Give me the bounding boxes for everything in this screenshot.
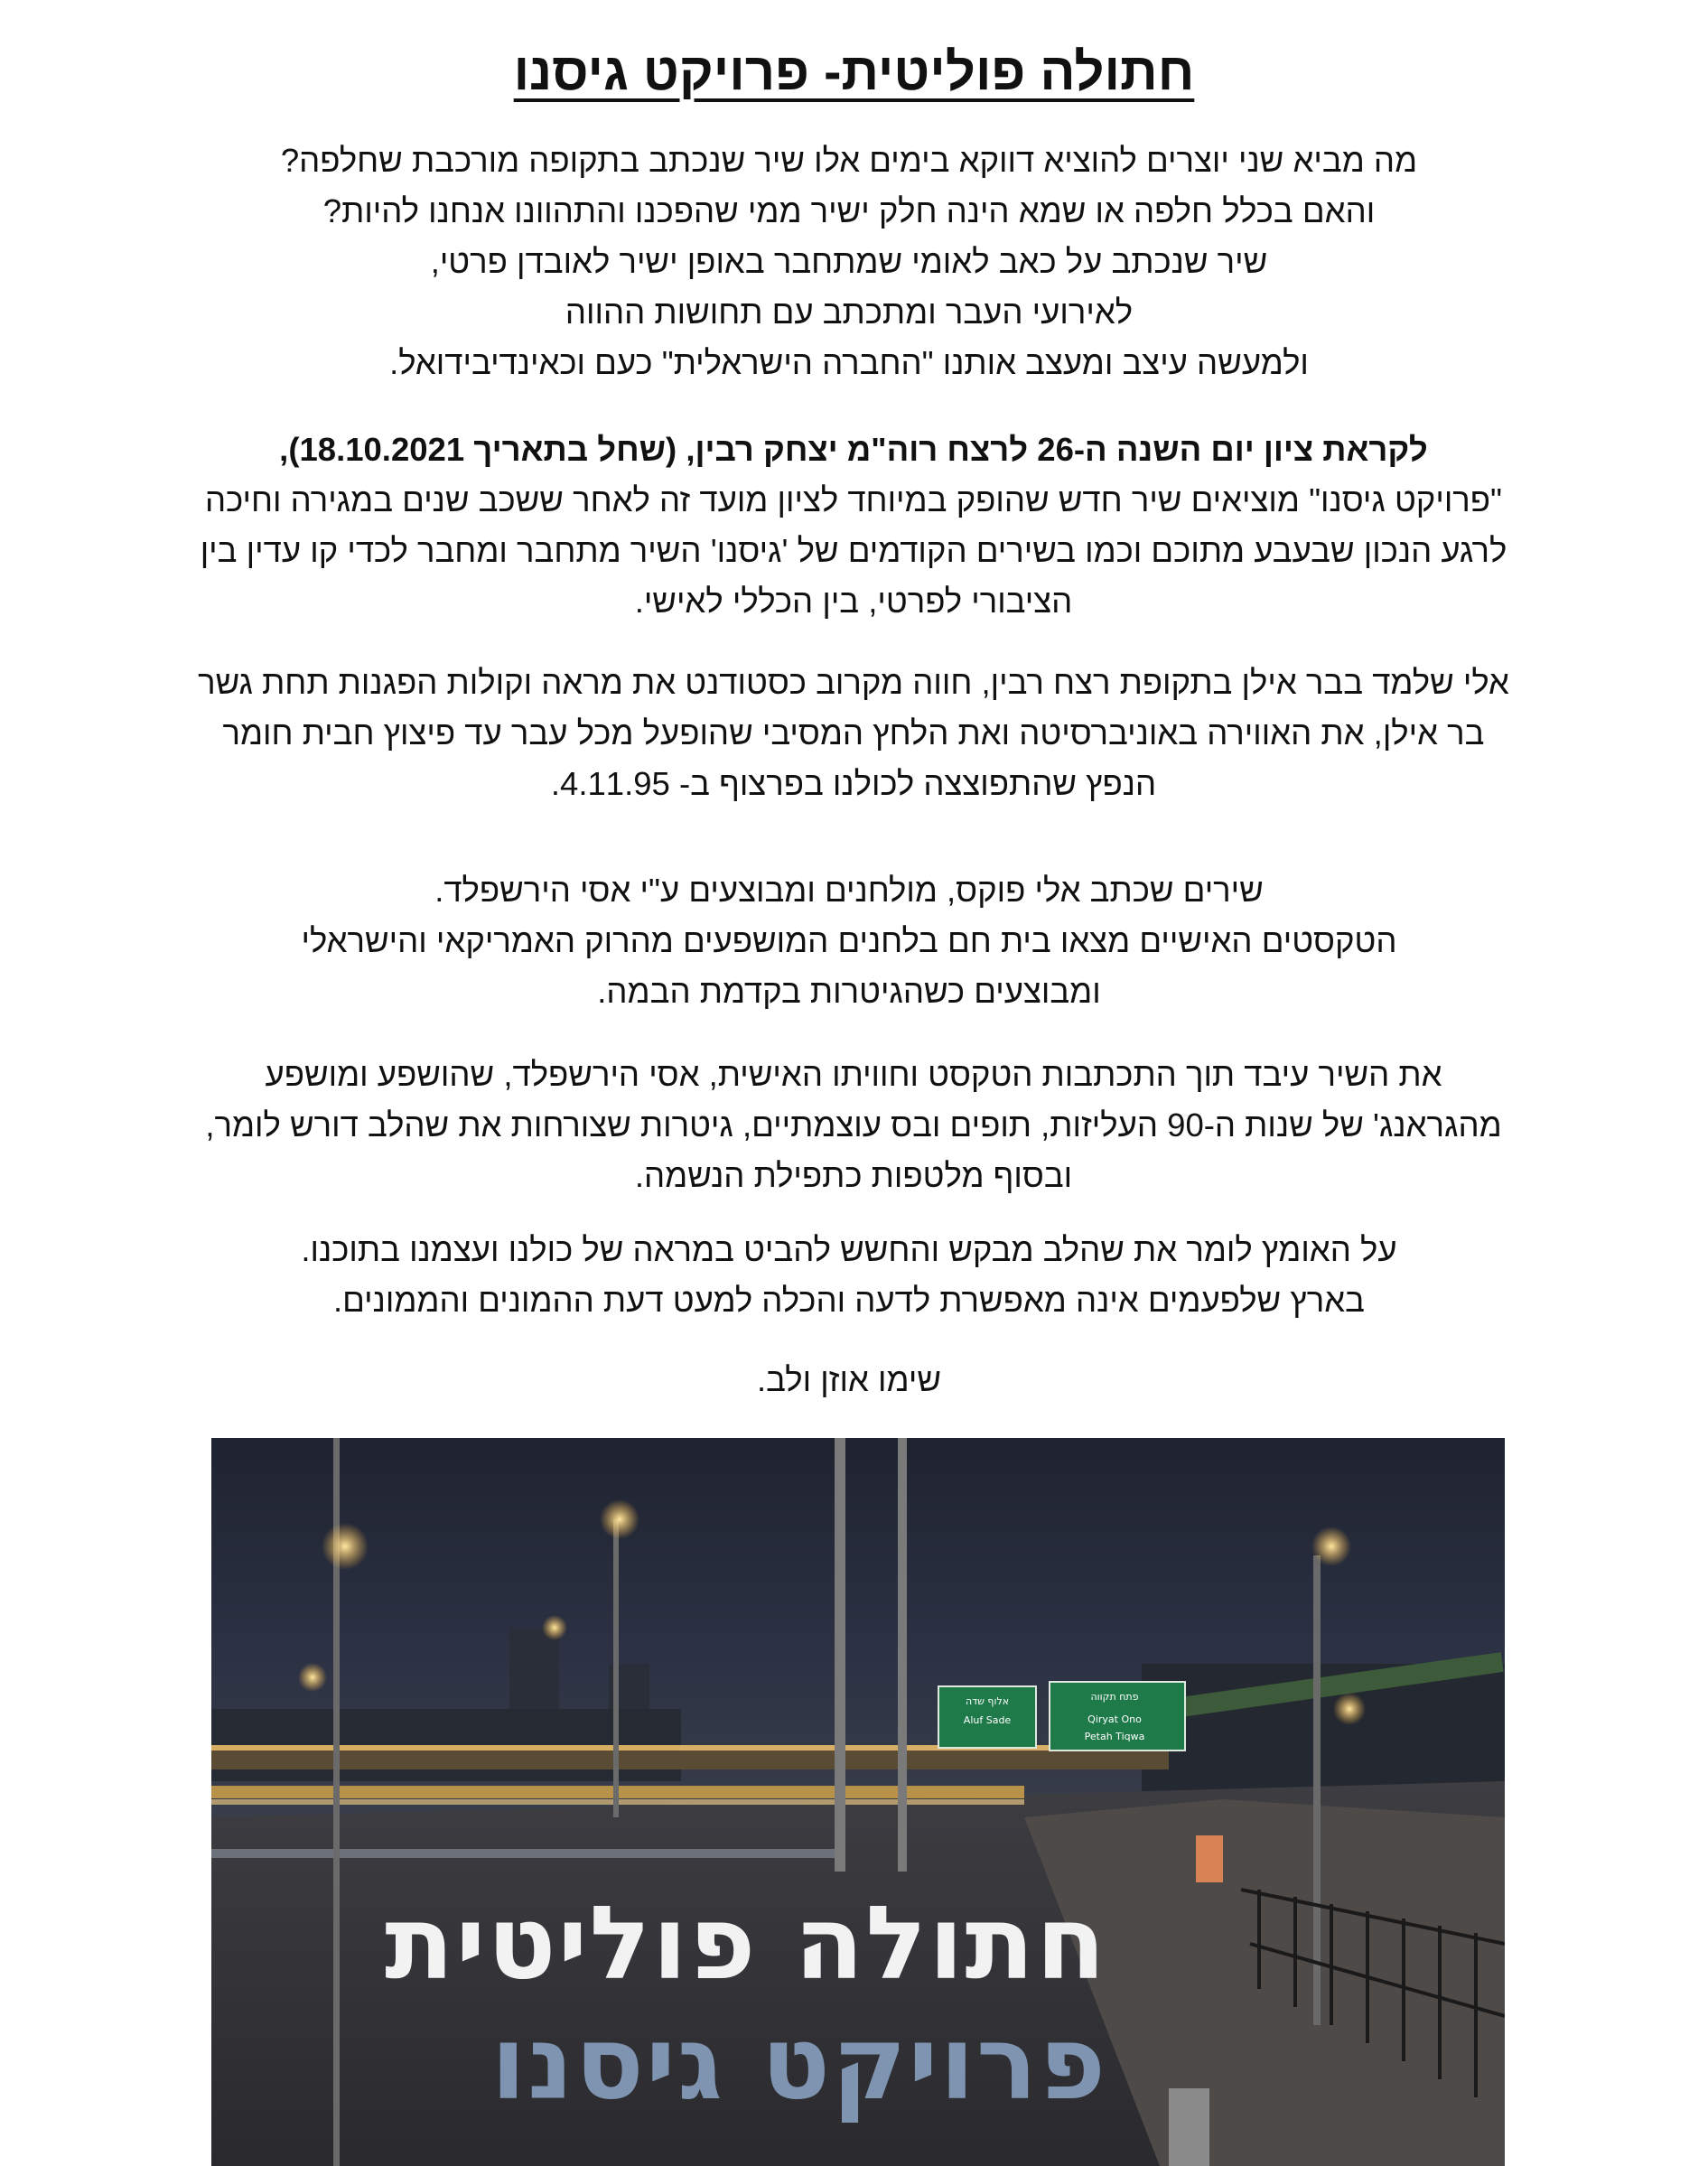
- text-line: הציבורי לפרטי, בין הכללי לאישי.: [634, 583, 1073, 620]
- text-line: על האומץ לומר את שהלב מבקש והחשש להביט במראה של כולנו ועצמנו בתוכנו.: [301, 1231, 1397, 1268]
- sign-right-line1: פתח תקווה: [1090, 1691, 1139, 1703]
- street-pole: [1313, 1555, 1321, 2025]
- street-lamp-glow: [600, 1499, 639, 1539]
- text-line: והאם בכלל חלפה או שמא הינה חלק ישיר ממי שהפכנו והתהוונו אנחנו להיות?: [322, 192, 1376, 229]
- paragraph-courage: [154, 1225, 1545, 1326]
- overpass-bridge: [211, 1750, 1169, 1769]
- paragraph-arrangement: [45, 1050, 1662, 1201]
- street-lamp-glow: [542, 1615, 567, 1640]
- text-line: ומבוצעים כשהגיטרות בקדמת הבמה.: [597, 973, 1101, 1010]
- paragraph-songs: [154, 865, 1545, 1017]
- paragraph-closing: [154, 1355, 1545, 1405]
- paragraph-bar-ilan: [45, 658, 1662, 809]
- street-lamp-glow: [298, 1663, 327, 1692]
- text-line: לרגע הנכון שבעבע מתוכם וכמו בשירים הקודמים של 'גיסנו' השיר מתחבר ומחבר לכדי קו עדין בין: [200, 532, 1507, 569]
- bold-line: לקראת ציון יום השנה ה-26 לרצח רוה"מ יצחק רבין, (שחל בתאריך 18.10.2021),: [279, 431, 1428, 468]
- paragraph-intro: [154, 135, 1545, 388]
- text-line: שימו אוזן ולב.: [757, 1361, 941, 1398]
- cover-title-sub: פרויקט גיסנו: [490, 2005, 1107, 2123]
- text-line: שיר שנכתב על כאב לאומי שמתחבר באופן ישיר לאובדן פרטי,: [430, 243, 1268, 280]
- text-line: לאירועי העבר ומתכתב עם תחושות ההווה: [565, 294, 1134, 331]
- sign-right-line3: Petah Tiqwa: [1084, 1731, 1145, 1742]
- text-line: "פרויקט גיסנו" מוציאים שיר חדש שהופק במיוחד לציון מועד זה לאחר ששכב שנים במגירה וחיכה: [204, 481, 1503, 518]
- light-trail: [211, 1849, 844, 1858]
- cover-title-main: חתולה פוליטית: [385, 1885, 1107, 2003]
- sign-right-line2: Qiryat Ono: [1087, 1713, 1142, 1725]
- street-pole: [835, 1438, 845, 1872]
- text-line: מה מביא שני יוצרים להוציא דווקא בימים אלו שיר שנכתב בתקופה מורכבת שחלפה?: [280, 142, 1418, 179]
- page-title: חתולה פוליטית- פרויקט גיסנו: [513, 42, 1195, 101]
- album-cover-image: [211, 1438, 1505, 2166]
- text-line: בארץ שלפעמים אינה מאפשרת לדעה והכלה למעט דעת ההמונים והממונים.: [333, 1282, 1365, 1319]
- text-line: את השיר עיבד תוך התכתבות הטקסט וחוויתו האישית, אסי הירשפלד, שהושפע ומושפע: [265, 1056, 1442, 1093]
- street-lamp-glow: [322, 1523, 369, 1570]
- street-lamp-glow: [1333, 1693, 1366, 1725]
- text-line: ולמעשה עיצב ומעצב אותנו "החברה הישראלית" כעם וכאינדיבידואל.: [389, 344, 1309, 381]
- text-line: הנפץ שהתפוצצה לכולנו בפרצוף ב- 4.11.95.: [550, 765, 1157, 802]
- sign-left-line1: אלוף שדה: [965, 1695, 1010, 1707]
- text-line: הטקסטים האישיים מצאו בית חם בלחנים המושפעים מהרוק האמריקאי והישראלי: [301, 922, 1397, 959]
- text-line: בר אילן, את האווירה באוניברסיטה ואת הלחץ המסיבי שהופעל מכל עבר עד פיצוץ חבית חומר: [222, 714, 1485, 752]
- text-line: ובסוף מלטפות כתפילת הנשמה.: [634, 1157, 1073, 1194]
- trash-bin: [1196, 1835, 1223, 1882]
- street-pole: [613, 1519, 619, 1817]
- text-line: אלי שלמד בבר אילן בתקופת רצח רבין, חווה מקרוב כסטודנט את מראה וקולות הפגנות תחת גשר: [198, 664, 1509, 701]
- street-lamp-glow: [1311, 1526, 1351, 1566]
- sign-left-line2: Aluf Sade: [963, 1714, 1012, 1726]
- bollard: [1169, 2088, 1209, 2166]
- paragraph-anniversary: [45, 425, 1662, 627]
- text-line: מהגראנג' של שנות ה-90 העליזות, תופים ובס עוצמתיים, גיטרות שצורחות את שהלב דורש לומר,: [205, 1106, 1502, 1144]
- text-line: שירים שכתב אלי פוקס, מולחנים ומבוצעים ע"י אסי הירשפלד.: [434, 872, 1264, 909]
- street-pole: [898, 1438, 907, 1872]
